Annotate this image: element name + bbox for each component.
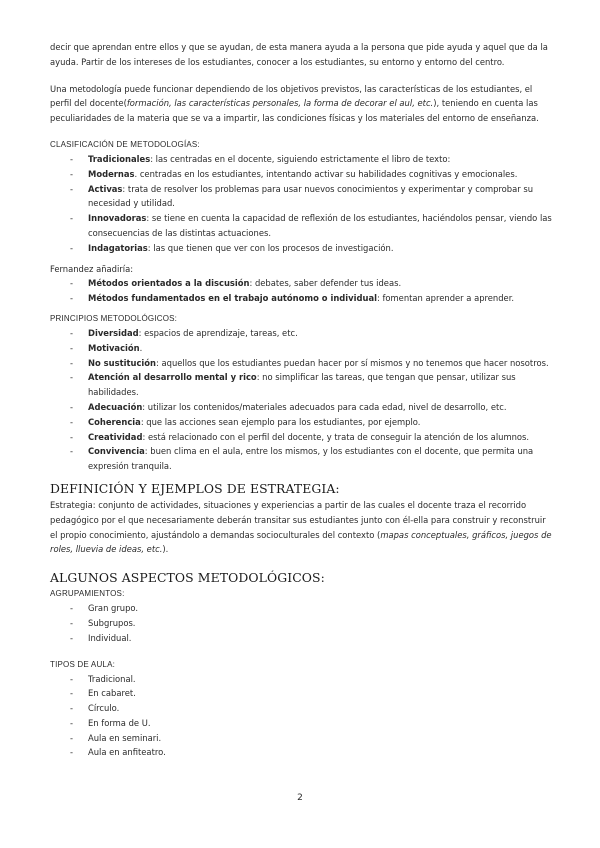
principios-heading: PRINCIPIOS METODOLÓGICOS:: [50, 313, 178, 323]
list-item: [50, 341, 552, 356]
list-item: - Gran grupo.: [50, 601, 552, 616]
list-item: - Tradicional.: [50, 672, 552, 687]
agrupamientos-list: [50, 601, 552, 645]
item-term: Diversidad: [88, 327, 139, 338]
intro-paragraph-2: [50, 82, 552, 126]
item-text: : está relacionado con el perfil del docente, y trata de conseguir la atención de los alumnos.: [142, 431, 530, 442]
list-item: [50, 370, 552, 400]
item-term: No sustitución: [88, 357, 157, 368]
item-text: : las que tienen que ver con los procesos de investigación.: [147, 242, 394, 253]
item-term: Atención al desarrollo mental y rico: [88, 372, 257, 383]
list-item: [50, 430, 552, 445]
list-item: - Individual.: [50, 631, 552, 646]
item-text: : aquellos que los estudiantes puedan hacer por sí mismos y no tenemos que hacer nosotros.: [156, 357, 549, 368]
document-page: [50, 40, 552, 760]
tipos-aula-heading: TIPOS DE AULA:: [50, 659, 116, 669]
item-term: Coherencia: [88, 416, 141, 427]
aspectos-heading: ALGUNOS ASPECTOS METODOLÓGICOS:: [50, 570, 325, 586]
clasificacion-heading: CLASIFICACIÓN DE METODOLOGÍAS:: [50, 139, 200, 149]
item-term: Tradicionales: [88, 153, 151, 164]
item-text: . centradas en los estudiantes, intentando activar su habilidades cognitivas y emocionales.: [134, 168, 518, 179]
item-text: : espacios de aprendizaje, tareas, etc.: [138, 327, 298, 338]
intro-p2-end: ), teniendo en cuenta las peculiaridades de la materia que se va a impartir, las condiciones físicas y los materiales del entorno de enseñanza.: [50, 98, 539, 124]
item-term: Activas: [88, 183, 123, 194]
item-term: Modernas: [88, 168, 135, 179]
item-text: : trata de resolver los problemas para usar nuevos conocimientos y experimentar y comprobar su necesidad y utilidad.: [88, 183, 534, 209]
estrategia-text-italic: mapas conceptuales, gráficos, juegos de roles, lluevia de ideas, etc.: [50, 529, 552, 555]
item-text: : utilizar los contenidos/materiales adecuados para cada edad, nivel de desarrollo, etc.: [142, 401, 507, 412]
list-item: [50, 415, 552, 430]
list-item: [50, 182, 552, 212]
item-text: : las centradas en el docente, siguiendo estrictamente el libro de texto:: [150, 153, 451, 164]
list-item: [50, 276, 552, 291]
intro-paragraph-1: decir que aprendan entre ellos y que se ayudan, de esta manera ayuda a la persona que pide ayuda y aquel que da la ayuda. Partir de los intereses de los estudiantes, conocer a los estudiantes, su entorno y entorno del centro.: [50, 42, 548, 67]
fernandez-list: [50, 276, 552, 306]
item-term: Creatividad: [88, 431, 143, 442]
clasificacion-list: [50, 152, 552, 256]
list-item: [50, 167, 552, 182]
list-item: - Círculo.: [50, 701, 552, 716]
list-item: [50, 211, 552, 241]
item-text: .: [139, 342, 143, 353]
list-item: - Aula en seminari.: [50, 731, 552, 746]
list-item: [50, 152, 552, 167]
item-term: Motivación: [88, 342, 140, 353]
estrategia-paragraph: [50, 498, 552, 557]
estrategia-text-end: ).: [162, 544, 169, 555]
tipos-aula-list: [50, 672, 552, 761]
item-text: : buen clima en el aula, entre los mismos, y los estudiantes con el docente, que permita una expresión tranquila.: [88, 446, 534, 472]
list-item: - Aula en anfiteatro.: [50, 745, 552, 760]
list-item: - En forma de U.: [50, 716, 552, 731]
intro-p2-start: Una metodología puede funcionar dependiendo de los objetivos previstos, las características de los estudiantes, el perfil del docente(: [50, 83, 533, 109]
item-text: : debates, saber defender tus ideas.: [249, 278, 402, 289]
item-term: Indagatorias: [88, 242, 148, 253]
item-term: Adecuación: [88, 401, 143, 412]
fernandez-intro: Fernandez añadiría:: [50, 263, 134, 274]
item-text: : que las acciones sean ejemplo para los estudiantes, por ejemplo.: [140, 416, 421, 427]
item-text: : fomentan aprender a aprender.: [376, 293, 515, 304]
list-item: [50, 326, 552, 341]
item-text: : se tiene en cuenta la capacidad de reflexión de los estudiantes, haciéndolos pensar, viendo las consecuencias de las distintas actuaciones.: [88, 213, 552, 238]
item-term: Métodos orientados a la discusión: [88, 278, 250, 289]
list-item: [50, 444, 552, 474]
estrategia-text-start: Estrategia: conjunto de actividades, situaciones y experiencias a partir de las cuales el docente traza el recorrido pedagógico por el que necesariamente deberán transitar sus estudiantes junto con él-ella para construir y reconstruir el propio conocimiento, ajustándolo a demandas socioculturales del contexto (: [50, 499, 546, 540]
list-item: - En cabaret.: [50, 686, 552, 701]
list-item: - Subgrupos.: [50, 616, 552, 631]
list-item: [50, 241, 552, 256]
estrategia-heading: DEFINICIÓN Y EJEMPLOS DE ESTRATEGIA:: [50, 480, 340, 496]
agrupamientos-heading: AGRUPAMIENTOS:: [50, 589, 125, 599]
principios-list: [50, 326, 552, 474]
item-term: Innovadoras: [88, 213, 147, 224]
list-item: [50, 356, 552, 371]
intro-p2-italic: formación, las características personales, la forma de decorar el aul, etc.: [126, 98, 434, 109]
page-number: 2: [297, 793, 303, 803]
item-term: Métodos fundamentados en el trabajo autónomo o individual: [88, 293, 377, 304]
list-item: [50, 400, 552, 415]
list-item: [50, 291, 552, 306]
item-term: Convivencia: [88, 446, 145, 457]
item-text: : no simplificar las tareas, que tengan que pensar, utilizar sus habilidades.: [88, 372, 516, 398]
